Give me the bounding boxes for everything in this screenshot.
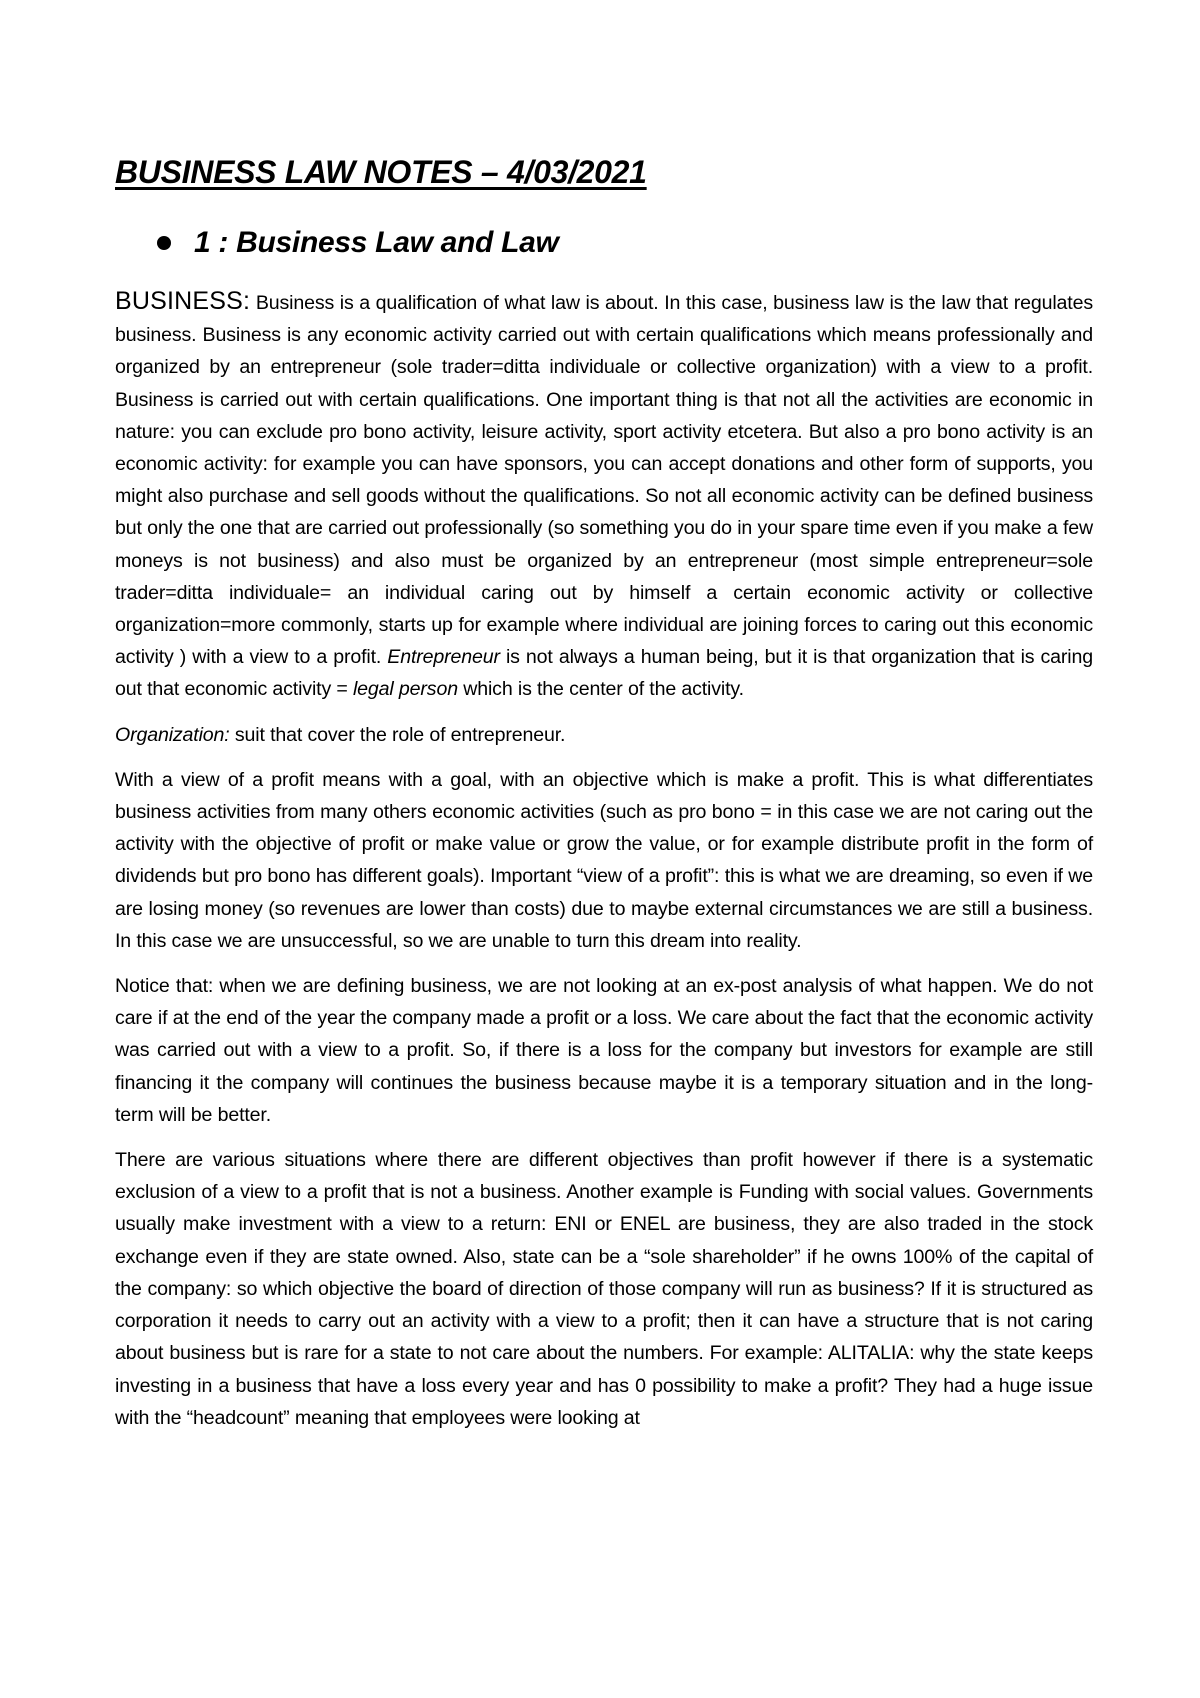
bullet-icon <box>157 236 171 250</box>
paragraph-organization <box>115 719 1093 751</box>
section-heading-text: 1 : Business Law and Law <box>194 226 559 259</box>
paragraph-various-situations: There are various situations where there are different objectives than profit however if there is a systematic exclusion of a view to a profit that is not a business. Another example is Funding with social values. Governments usually make investment with a view to a return: ENI or ENEL are business, they are also traded in the stock exchange even if they are state owned. Also, state can be a “sole shareholder” if he owns 100% of the capital of the company: so which objective the board of direction of those company will run as business? If it is structured as corporation it needs to carry out an activity with a view to a profit; then it can have a structure that is not caring about business but is rare for a state to not care about the numbers. For example: ALITALIA: why the state keeps investing in a business that have a loss every year and has 0 possibility to make a profit? They had a huge issue with the “headcount” meaning that employees were looking at <box>115 1149 1093 1429</box>
paragraph-notice: Notice that: when we are defining business, we are not looking at an ex-post analysis of what happen. We do not care if at the end of the year the company made a profit or a loss. We care about the fact that the economic activity was carried out with a view to a profit. So, if there is a loss for the company but investors for example are still financing it the company will continues the business because maybe it is a temporary situation and in the long-term will be better. <box>115 975 1093 1126</box>
paragraph-text: which is the center of the activity. <box>457 678 744 701</box>
lead-term-business: BUSINESS: <box>115 287 251 315</box>
italic-term-legal-person: legal person <box>352 678 458 701</box>
section-heading <box>115 223 1093 263</box>
italic-term-organization: Organization: <box>115 723 230 746</box>
paragraph-view-of-profit: With a view of a profit means with a goal, with an objective which is make a profit. This is what differentiates business activities from many others economic activities (such as pro bono = in this case we are not caring out the activity with the objective of profit or make value or grow the value, or for example distribute profit in the form of dividends but pro bono has different goals). Important “view of a profit”: this is what we are dreaming, so even if we are losing money (so revenues are lower than costs) due to maybe external circumstances we are still a business. In this case we are unsuccessful, so we are unable to turn this dream into reality. <box>115 768 1093 952</box>
paragraph-text: is not always a human being, but it is that organization that is caring out that economic activity = <box>115 646 1093 701</box>
paragraph-text: Business is a qualification of what law is about. In this case, business law is the law that regulates business. Business is any economic activity carried out with certain qualifications which means professionally and organized by an entrepreneur (sole trader=ditta individuale or collective organization) with a view to a profit. Business is carried out with certain qualifications. One important thing is that not all the activities are economic in nature: you can exclude pro bono activity, leisure activity, sport activity etcetera. But also a pro bono activity is an economic activity: for example you can have sponsors, you can accept donations and other form of supports, you might also purchase and sell goods without the qualifications. So not all economic activity can be defined business but only the one that are carried out professionally (so something you do in your spare time even if you make a few moneys is not business) and also must be organized by an entrepreneur (most simple entrepreneur=sole trader=ditta individuale= an individual caring out by himself a certain economic activity or collective organization=more commonly, starts up for example where individual are joining forces to caring out this economic activity ) with a view to a profit. <box>115 292 1093 669</box>
paragraph-business-definition <box>115 285 1093 706</box>
paragraph-text: suit that cover the role of entrepreneur. <box>229 723 566 746</box>
document-title: BUSINESS LAW NOTES – 4/03/2021 <box>115 154 647 190</box>
italic-term-entrepreneur: Entrepreneur <box>387 646 500 669</box>
